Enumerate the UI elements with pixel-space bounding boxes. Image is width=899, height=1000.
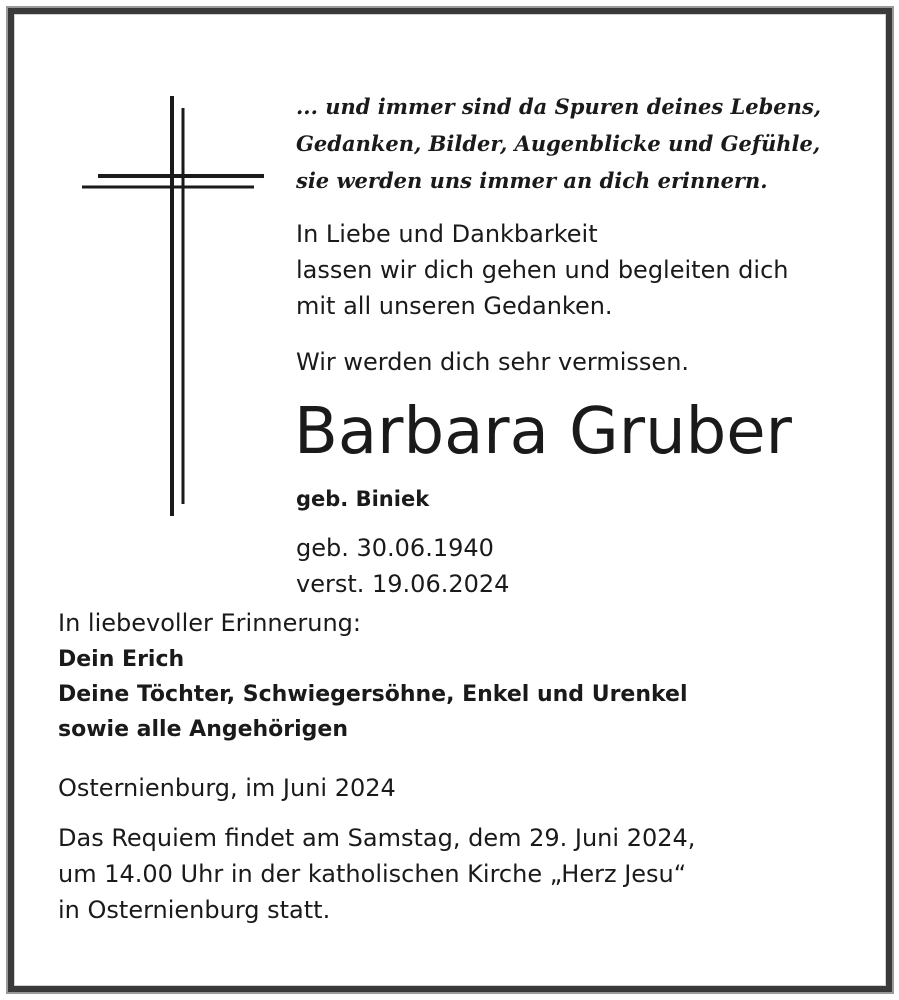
requiem-line: in Osternienburg statt. xyxy=(58,896,331,924)
intro-paragraph xyxy=(296,216,788,324)
requiem-line: um 14.00 Uhr in der katholischen Kirche „Herz Jesu“ xyxy=(58,860,687,888)
deceased-name: Barbara Gruber xyxy=(294,395,792,469)
mourner-line: Dein Erich xyxy=(58,647,185,672)
poem-line: sie werden uns immer an dich erinnern. xyxy=(296,168,768,193)
mourners-list xyxy=(58,642,688,747)
poem-line: ... und immer sind da Spuren deines Lebens, xyxy=(296,94,822,119)
miss-line: Wir werden dich sehr vermissen. xyxy=(296,348,690,376)
mourner-line: Deine Töchter, Schwiegersöhne, Enkel und Urenkel xyxy=(58,682,688,707)
requiem-info xyxy=(58,820,695,928)
requiem-line: Das Requiem findet am Samstag, dem 29. Juni 2024, xyxy=(58,824,696,852)
poem-line: Gedanken, Bilder, Augenblicke und Gefühle, xyxy=(296,131,821,156)
place-date: Osternienburg, im Juni 2024 xyxy=(58,774,396,802)
intro-line: mit all unseren Gedanken. xyxy=(296,292,613,320)
obituary-frame xyxy=(8,8,892,992)
life-dates xyxy=(296,530,509,602)
death-date: verst. 19.06.2024 xyxy=(296,570,510,598)
memory-line: In liebevoller Erinnerung: xyxy=(58,609,361,637)
maiden-name: geb. Biniek xyxy=(296,487,430,511)
mourner-line: sowie alle Angehörigen xyxy=(58,717,349,742)
poem-verse xyxy=(296,88,821,199)
intro-line: lassen wir dich gehen und begleiten dich xyxy=(296,256,789,284)
intro-line: In Liebe und Dankbarkeit xyxy=(296,220,598,248)
birth-date: geb. 30.06.1940 xyxy=(296,534,494,562)
cross-icon xyxy=(74,96,264,516)
